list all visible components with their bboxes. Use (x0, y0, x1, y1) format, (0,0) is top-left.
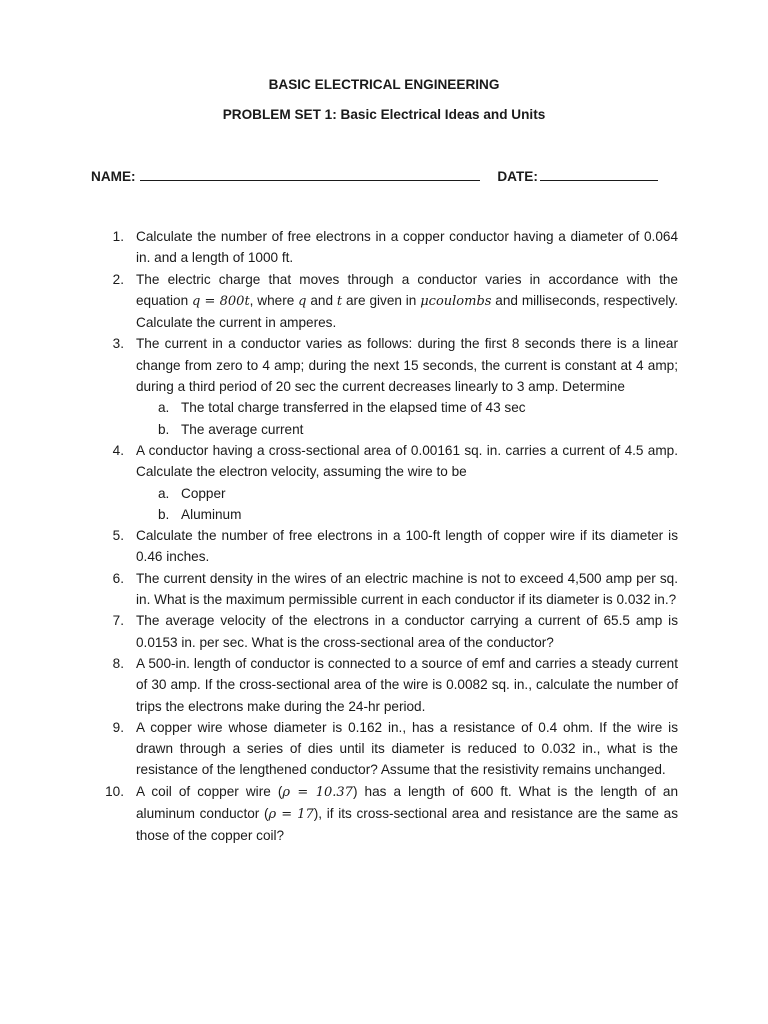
sub-question-b (136, 419, 678, 440)
sub-question-text: The total charge transferred in the elapsed time of 43 sec (181, 400, 526, 416)
course-title: BASIC ELECTRICAL ENGINEERING (268, 77, 500, 92)
unit-microcoulombs: μcoulombs (420, 293, 492, 309)
copper-resistivity: ρ = 10.37 (282, 784, 353, 800)
problem-text: A copper wire whose diameter is 0.162 in., has a resistance of 0.4 ohm. If the wire is drawn through a series of dies until its diameter is reduced to 0.032 in., what is the resistance of the lengthened conductor? Assume that the resistivity remains unchanged. (136, 719, 678, 778)
problem-text-part: are given in (342, 292, 421, 308)
problem-4 (0, 440, 678, 525)
variable-t: t (336, 293, 343, 309)
sub-letter: a. (158, 485, 170, 501)
problem-text-part: , where (249, 292, 299, 308)
sub-letter: a. (158, 400, 170, 416)
problem-number: 6. (112, 570, 124, 586)
problem-list (0, 226, 768, 847)
problem-text: A conductor having a cross-sectional area of 0.00161 sq. in. carries a current of 4.5 amp. Calculate the electron velocity, assuming the wire to be (136, 442, 678, 480)
problem-5 (0, 525, 678, 568)
problem-1 (0, 226, 678, 269)
sub-question-list (136, 483, 678, 526)
problem-number: 7. (112, 613, 124, 629)
problem-9 (0, 717, 678, 781)
charge-equation: q = 800t (192, 293, 250, 309)
sub-letter: b. (158, 421, 170, 437)
problem-10 (0, 781, 678, 847)
problem-number: 10. (105, 783, 124, 799)
problem-text: The average velocity of the electrons in a conductor carrying a current of 65.5 amp is 0.0153 in. per sec. What is the cross-sectional area of the conductor? (136, 613, 678, 650)
problem-number: 5. (112, 528, 124, 544)
problem-set-title: PROBLEM SET 1: Basic Electrical Ideas and Units (222, 107, 546, 122)
sub-question-a (136, 483, 678, 504)
problem-text: The current density in the wires of an electric machine is not to exceed 4,500 amp per sq. in. What is the maximum permissible current in each conductor if its diameter is 0.032 in.? (136, 570, 678, 608)
problem-text: A 500-in. length of conductor is connected to a source of emf and carries a steady current of 30 amp. If the cross-sectional area of the wire is 0.0082 sq. in., calculate the number of trips the electrons make during the 24-hr period. (136, 655, 678, 714)
name-label: NAME: (91, 169, 136, 184)
date-label: DATE: (497, 169, 538, 184)
sub-question-text: Aluminum (181, 506, 242, 522)
problem-text-part: ) has a length of 600 ft. What is the length of an aluminum conductor ( (136, 783, 679, 822)
name-date-row (91, 165, 658, 187)
problem-number: 4. (112, 442, 124, 458)
problem-text-part: and (306, 292, 337, 308)
problem-text: Calculate the number of free electrons in a copper conductor having a diameter of 0.064 in. and a length of 1000 ft. (136, 229, 678, 266)
problem-8 (0, 653, 678, 717)
sub-question-text: The average current (181, 421, 304, 437)
aluminum-resistivity: ρ = 17 (268, 807, 314, 823)
problem-number: 2. (112, 271, 124, 287)
problem-3 (0, 333, 678, 439)
problem-number: 3. (112, 336, 124, 352)
problem-number: 8. (112, 655, 124, 671)
problem-7 (0, 610, 678, 653)
problem-text: The current in a conductor varies as follows: during the first 8 seconds there is a linear change from zero to 4 amp; during the next 15 seconds, the current is constant at 4 amp; during a third period of 20 sec the current decreases linearly to 3 amp. Determine (136, 336, 678, 395)
problem-6 (0, 568, 678, 611)
problem-2 (0, 269, 678, 334)
sub-question-text: Copper (181, 485, 226, 501)
sub-question-a (136, 397, 678, 418)
problem-number: 9. (112, 719, 124, 735)
problem-text-start: The electric charge that moves through a conductor varies in accordance with the equation (136, 271, 678, 308)
problem-text-end: ), if its cross-sectional area and resistance are the same as those of the copper coil? (136, 806, 679, 844)
problem-text-end: and milliseconds, respectively. Calculate the current in amperes. (136, 292, 679, 331)
sub-question-b (136, 504, 678, 525)
sub-question-list (136, 397, 678, 440)
variable-q: q (298, 293, 307, 309)
problem-text-start: A coil of copper wire ( (136, 783, 283, 799)
sub-letter: b. (158, 506, 170, 522)
problem-number: 1. (112, 229, 124, 244)
problem-text: Calculate the number of free electrons in a 100-ft length of copper wire if its diameter is 0.46 inches. (136, 528, 678, 565)
date-field-line[interactable] (540, 165, 658, 181)
name-field-line[interactable] (140, 165, 480, 181)
